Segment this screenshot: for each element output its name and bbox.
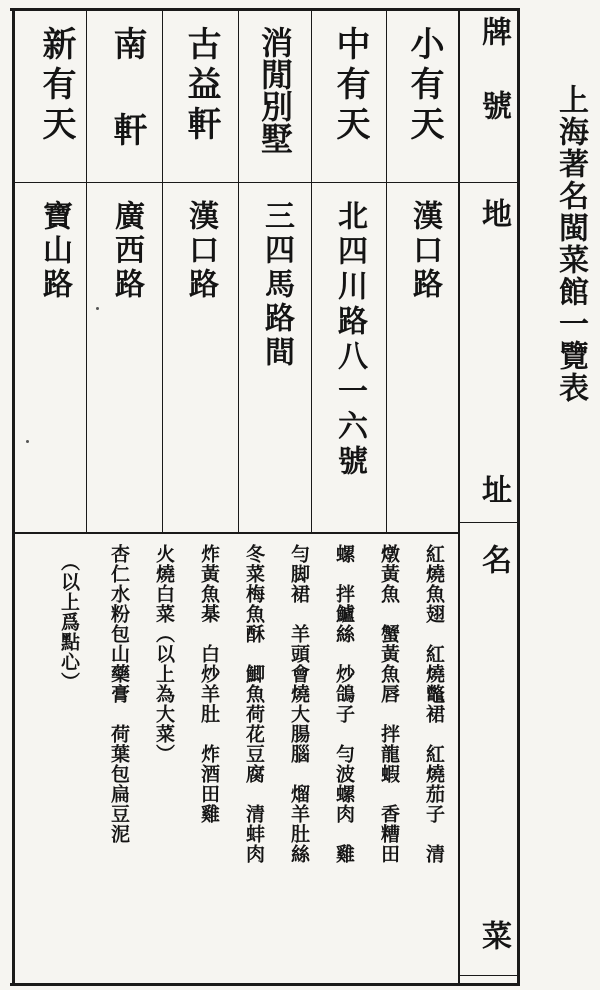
restaurant-name: 南 軒 [107,26,147,152]
header-char: 號 [476,90,511,120]
dish-line: 炸黃魚棊 白炒羊肚 炸酒田雞 [198,544,220,824]
header-divider [458,8,460,986]
dish-line: 螺 拌鱸絲 炒鴿子 勻波螺肉 雞 [333,544,355,864]
restaurant-name: 消閒別墅 [256,26,294,154]
column-divider [386,8,387,533]
dish-line: 火燒白菜（以上為大菜） [153,544,175,764]
dish-line: 勻脚裙 羊頭會燒大腸腦 熘羊肚絲 [288,544,310,864]
restaurant-address: 三四馬路間 [259,200,294,370]
restaurant-address: 寶山路 [37,200,72,302]
header-char: 名 [476,544,511,574]
dish-line: 杏仁水粉包山藥膏 荷葉包扁豆泥 [108,544,130,844]
column-divider [238,8,239,533]
restaurant-address: 廣西路 [109,200,144,302]
header-char: 牌 [476,16,511,46]
restaurant-address: 北四川路八一六號 [332,200,367,480]
header-char: 地 [476,198,511,228]
dish-line: 燉黃魚 蟹黃魚唇 拌龍蝦 香糟田 [378,544,400,864]
restaurant-name: 小有天 [404,26,444,146]
page-title: 上海著名閩菜館一覽表 [553,84,588,404]
header-char: 菜 [476,920,511,950]
restaurant-address: 漢口路 [407,200,442,302]
column-divider [86,8,87,533]
dish-line: 紅燒魚翅 紅燒鼈裙 紅燒茄子 清 [423,544,445,864]
name-address-divider [14,182,460,183]
table-left-border [12,8,15,986]
scan-speck [26,440,29,443]
header-rule-2 [460,522,518,523]
restaurant-name: 新有天 [36,26,76,146]
table-right-border [517,8,520,986]
dish-line: 冬菜梅魚酥 鯽魚荷花豆腐 清蚌肉 [243,544,265,864]
restaurant-name: 古益軒 [181,26,221,146]
dish-section-divider [14,532,460,534]
dish-line: （以上爲點心） [58,552,80,692]
restaurant-address: 漢口路 [183,200,218,302]
column-divider [162,8,163,533]
scan-speck [96,307,99,310]
column-divider [311,8,312,533]
header-rule-1 [460,182,518,183]
header-char: 址 [476,474,511,504]
restaurant-name: 中有天 [330,26,370,146]
table-bottom-border [10,983,520,986]
header-rule-3 [460,975,518,976]
